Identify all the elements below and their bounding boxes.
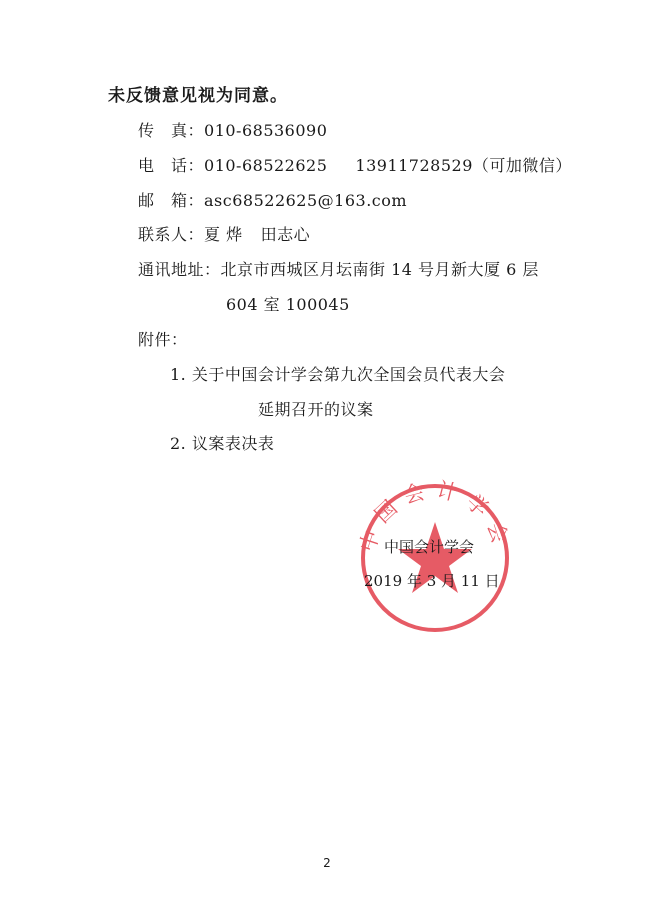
address-line-1: 北京市西城区月坛南街 14 号月新大厦 6 层 [220,260,539,279]
contacts-value-2: 田志心 [260,225,311,244]
fax-line [138,121,327,141]
contacts-label: 联系人： [138,225,205,244]
attachment-item-1: 1. 关于中国会计学会第九次全国会员代表大会 [170,365,506,384]
email-line [138,191,407,211]
signature-org: 中国会计学会 [384,538,475,556]
page-number: 2 [323,856,331,870]
phone-value: 010-68522625 [204,156,328,175]
attachment-item-1-cont: 延期召开的议案 [258,400,374,419]
contacts-line [138,225,310,245]
attachments-label: 附件： [138,330,188,349]
fax-label: 传 真： [138,121,205,140]
address-line [138,260,539,280]
signature-date: 2019 年 3 月 11 日 [364,572,500,590]
email-label: 邮 箱： [138,191,205,210]
phone-mobile: 13911728529（可加微信） [355,156,572,175]
official-seal [355,478,515,638]
contacts-value: 夏 烨 [204,225,243,244]
fax-value: 010-68536090 [204,121,328,140]
email-value: asc68522625@163.com [204,191,408,210]
phone-label: 电 话： [138,156,205,175]
intro-line: 未反馈意见视为同意。 [108,86,288,106]
attachment-item-2: 2. 议案表决表 [170,434,275,453]
phone-line [138,156,572,176]
seal-text: 中国会计学会 [355,478,515,555]
address-label: 通讯地址： [138,260,221,279]
address-line-2: 604 室 100045 [226,295,350,314]
